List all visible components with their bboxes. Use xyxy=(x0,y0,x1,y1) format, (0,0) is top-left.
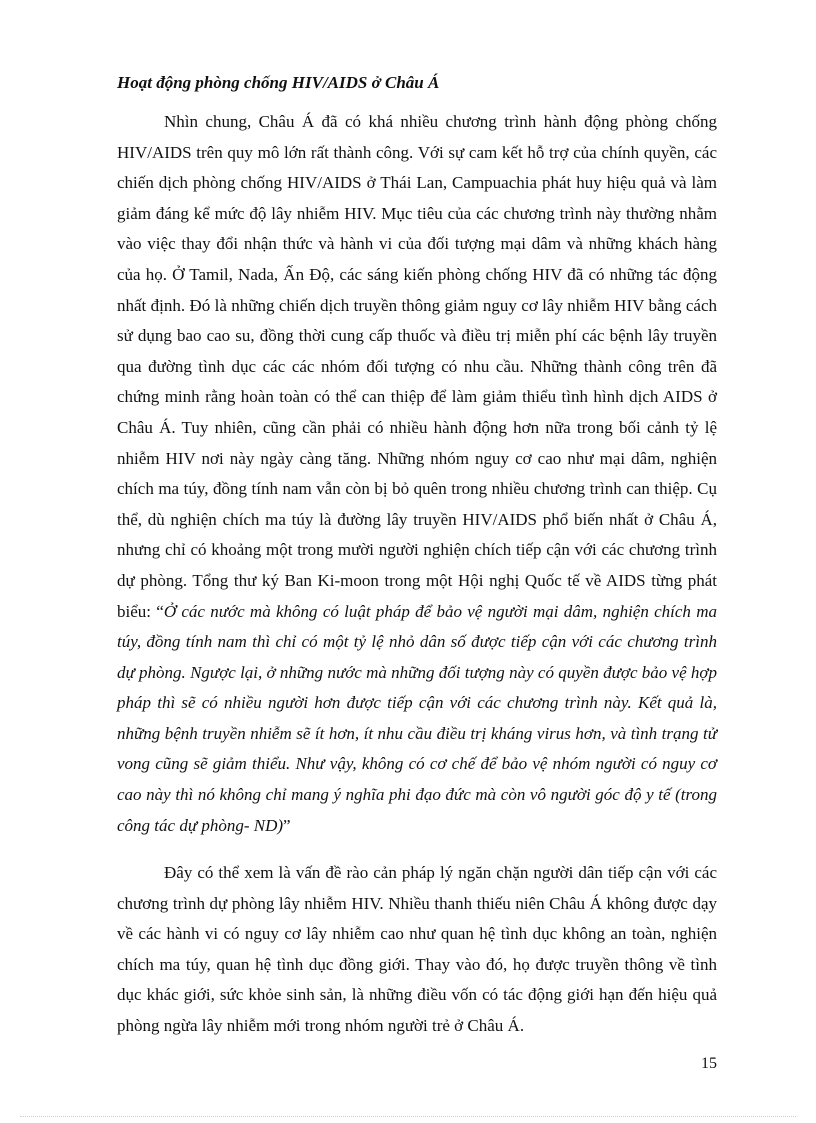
paragraph-1-text: Nhìn chung, Châu Á đã có khá nhiều chương trình hành động phòng chống HIV/AIDS trên quy mô lớn rất thành công. Với sự cam kết hỗ trợ của chính quyền, các chiến dịch phòng chống HIV/AIDS ở Thái Lan, Campuachia phát huy hiệu quả và làm giảm đáng kể mức độ lây nhiễm HIV. Mục tiêu của các chương trình này thường nhằm vào việc thay đổi nhận thức và hành vi của đối tượng mại dâm và những khách hàng của họ. Ở Tamil, Nada, Ấn Độ, các sáng kiến phòng chống HIV đã có những tác động nhất định. Đó là những chiến dịch truyền thông giảm nguy cơ lây nhiễm HIV bằng cách sử dụng bao cao su, đồng thời cung cấp thuốc và điều trị miễn phí các bệnh lây truyền qua đường tình dục các các nhóm đối tượng có nhu cầu. Những thành công trên đã chứng minh rằng hoàn toàn có thể can thiệp để làm giảm thiểu tình hình dịch AIDS ở Châu Á. Tuy nhiên, cũng cần phải có nhiều hành động hơn nữa trong bối cảnh tỷ lệ nhiễm HIV nơi này ngày càng tăng. Những nhóm nguy cơ cao như mại dâm, nghiện chích ma túy, đồng tính nam vẫn còn bị bỏ quên trong nhiều chương trình can thiệp. Cụ thể, dù nghiện chích ma túy là đường lây truyền HIV/AIDS phổ biến nhất ở Châu Á, nhưng chỉ có khoảng một trong mười người nghiện chích tiếp cận với các chương trình dự phòng. Tổng thư ký Ban Ki-moon trong một Hội nghị Quốc tế về AIDS từng phát biểu: “ xyxy=(117,112,717,621)
page-bottom-divider xyxy=(20,1116,796,1117)
quoted-statement: Ở các nước mà không có luật pháp để bảo vệ người mại dâm, nghiện chích ma túy, đồng tính nam thì chỉ có một tỷ lệ nhỏ dân số được tiếp cận với các chương trình dự phòng. Ngược lại, ở những nước mà những đối tượng này có quyền được bảo vệ hợp pháp thì sẽ có nhiều người hơn được tiếp cận với các chương trình này. Kết quả là, những bệnh truyền nhiễm sẽ ít hơn, ít nhu cầu điều trị kháng virus hơn, và tình trạng tử vong cũng sẽ giảm thiểu. Như vậy, không có cơ chế để bảo vệ nhóm người có nguy cơ cao này thì nó không chỉ mang ý nghĩa phi đạo đức mà còn vô người góc độ y tế (trong công tác dự phòng- ND) xyxy=(117,601,717,835)
paragraph-1 xyxy=(117,107,717,841)
page-number: 15 xyxy=(701,1055,717,1072)
closing-quote-mark: ” xyxy=(283,815,291,835)
paragraph-2: Đây có thể xem là vấn đề rào cản pháp lý ngăn chặn người dân tiếp cận với các chương trình dự phòng lây nhiễm HIV. Nhiều thanh thiếu niên Châu Á không được dạy về các hành vi có nguy cơ lây nhiễm cao như quan hệ tình dục không an toàn, nghiện chích ma túy, quan hệ tình dục đồng giới. Thay vào đó, họ được truyền thông về tình dục khác giới, sức khỏe sinh sản, là những điều vốn có tác động giới hạn đến hiệu quả phòng ngừa lây nhiễm mới trong nhóm người trẻ ở Châu Á. xyxy=(117,863,717,1035)
section-heading: Hoạt động phòng chống HIV/AIDS ở Châu Á xyxy=(117,73,440,92)
